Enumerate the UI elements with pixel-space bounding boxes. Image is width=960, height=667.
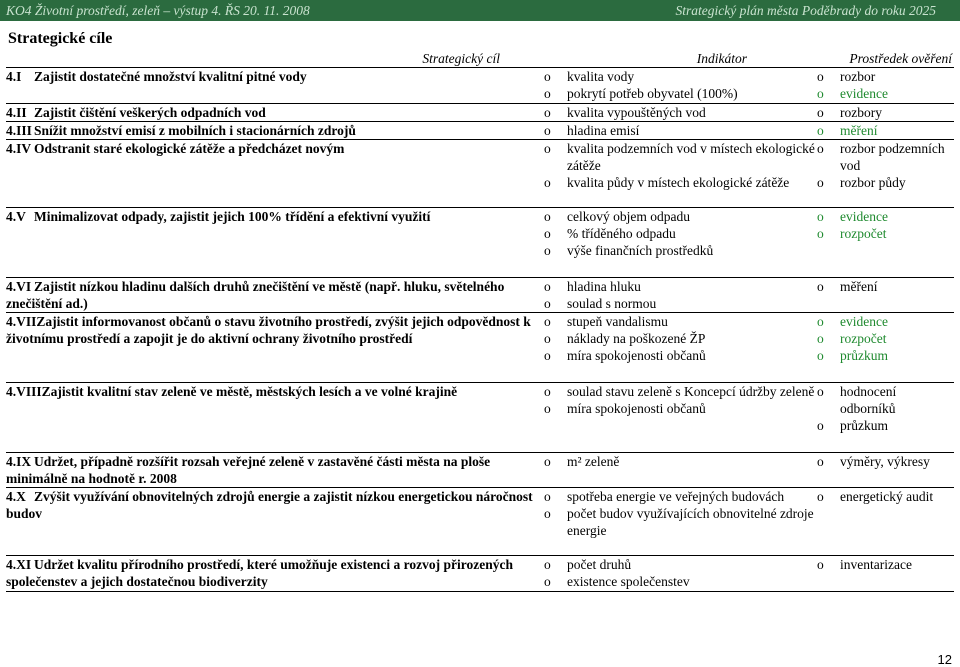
verification-item: o evidence	[815, 313, 954, 330]
goal-number: 4.VI	[6, 279, 32, 294]
table-row	[6, 488, 954, 556]
verification-list	[815, 488, 954, 505]
verification-item: o rozpočet	[815, 330, 954, 347]
indicator-item: o míra spokojenosti občanů	[540, 400, 815, 417]
verification-list	[815, 383, 954, 434]
goal-text: Zvýšit využívání obnovitelných zdrojů energie a zajistit nízkou energetickou náročnost budov	[6, 489, 533, 521]
indicator-cell	[540, 122, 815, 140]
indicator-cell	[540, 488, 815, 556]
goal-text: Odstranit staré ekologické zátěže a předcházet novým	[34, 141, 345, 156]
goal-number: 4.IV	[6, 141, 32, 156]
column-header-indicator: Indikátor	[540, 50, 815, 68]
verification-cell	[815, 556, 954, 592]
indicator-item: o m² zeleně	[540, 453, 815, 470]
goal-number: 4.I	[6, 69, 22, 84]
goal-number: 4.II	[6, 105, 27, 120]
goal-cell	[6, 556, 540, 592]
verification-cell	[815, 68, 954, 104]
indicator-list	[540, 208, 815, 259]
indicator-item: o existence společenstev	[540, 573, 815, 590]
goal-cell	[6, 488, 540, 556]
indicator-item: o celkový objem odpadu	[540, 208, 815, 225]
table-body	[6, 68, 954, 592]
verification-list	[815, 208, 954, 242]
indicator-item: o spotřeba energie ve veřejných budovách	[540, 488, 815, 505]
indicator-item: o kvalita vody	[540, 68, 815, 85]
table-row	[6, 383, 954, 453]
indicator-cell	[540, 278, 815, 313]
section-heading: Strategické cíle	[8, 30, 113, 47]
verification-list	[815, 278, 954, 295]
indicator-cell	[540, 383, 815, 453]
indicator-item: o počet budov využívajících obnovitelné zdroje energie	[540, 505, 815, 539]
verification-item: o energetický audit	[815, 488, 954, 505]
indicator-item: o soulad stavu zeleně s Koncepcí údržby zeleně	[540, 383, 815, 400]
indicator-item: o výše finančních prostředků	[540, 242, 815, 259]
verification-item: o rozbor půdy	[815, 174, 954, 191]
indicator-item: o počet druhů	[540, 556, 815, 573]
verification-item: o rozbory	[815, 104, 954, 121]
indicator-item: o míra spokojenosti občanů	[540, 347, 815, 364]
table-header-row	[6, 50, 954, 68]
table-row	[6, 122, 954, 140]
table-row	[6, 556, 954, 592]
verification-list	[815, 140, 954, 191]
goal-cell	[6, 122, 540, 140]
verification-item: o rozpočet	[815, 225, 954, 242]
goal-number: 4.XI	[6, 557, 32, 572]
table-row	[6, 140, 954, 208]
verification-item: o výměry, výkresy	[815, 453, 954, 470]
verification-cell	[815, 278, 954, 313]
indicator-item: o náklady na poškozené ŽP	[540, 330, 815, 347]
table-row	[6, 313, 954, 383]
indicator-cell	[540, 104, 815, 122]
indicator-cell	[540, 68, 815, 104]
goal-number: 4.VIII	[6, 384, 42, 399]
verification-item: o měření	[815, 122, 954, 139]
indicator-item: o soulad s normou	[540, 295, 815, 312]
indicator-list	[540, 556, 815, 590]
goal-text: Zajistit kvalitní stav zeleně ve městě, městských lesích a ve volné krajině	[41, 384, 458, 399]
verification-list	[815, 453, 954, 470]
verification-item: o rozbor podzemních vod	[815, 140, 954, 174]
indicator-list	[540, 68, 815, 102]
indicator-list	[540, 313, 815, 364]
verification-cell	[815, 453, 954, 488]
table-row	[6, 453, 954, 488]
verification-item: o evidence	[815, 85, 954, 102]
table-row	[6, 208, 954, 278]
indicator-item: o stupeň vandalismu	[540, 313, 815, 330]
goal-number: 4.IX	[6, 454, 32, 469]
verification-cell	[815, 122, 954, 140]
verification-cell	[815, 488, 954, 556]
page-header	[0, 0, 960, 21]
verification-cell	[815, 208, 954, 278]
verification-list	[815, 68, 954, 102]
verification-item: o hodnocení odborníků	[815, 383, 954, 417]
indicator-list	[540, 140, 815, 191]
goal-cell	[6, 104, 540, 122]
indicator-cell	[540, 208, 815, 278]
indicator-list	[540, 488, 815, 539]
goal-text: Minimalizovat odpady, zajistit jejich 100% třídění a efektivní využití	[34, 209, 431, 224]
goal-cell	[6, 453, 540, 488]
indicator-item: o kvalita vypouštěných vod	[540, 104, 815, 121]
verification-cell	[815, 140, 954, 208]
verification-item: o inventarizace	[815, 556, 954, 573]
table-row	[6, 104, 954, 122]
strategic-goals-table	[6, 50, 954, 592]
verification-cell	[815, 313, 954, 383]
indicator-list	[540, 453, 815, 470]
verification-item: o průzkum	[815, 417, 954, 434]
verification-list	[815, 556, 954, 573]
header-left-text: KO4 Životní prostředí, zeleň – výstup 4. ŘS 20. 11. 2008	[6, 3, 310, 18]
indicator-item: o hladina emisí	[540, 122, 815, 139]
indicator-list	[540, 122, 815, 139]
goal-text: Udržet kvalitu přírodního prostředí, které umožňuje existenci a rozvoj přirozených společenstev a jejich dostatečnou biodiverzity	[6, 557, 513, 589]
verification-item: o průzkum	[815, 347, 954, 364]
goal-text: Zajistit dostatečné množství kvalitní pitné vody	[34, 69, 307, 84]
goal-text: Zajistit čištění veškerých odpadních vod	[34, 105, 266, 120]
goal-cell	[6, 313, 540, 383]
goal-text: Snížit množství emisí z mobilních i stacionárních zdrojů	[34, 123, 356, 138]
indicator-item: o kvalita půdy v místech ekologické zátěže	[540, 174, 815, 191]
goal-text: Udržet, případně rozšířit rozsah veřejné zeleně v zastavěné části města na ploše minimálně na hodnotě r. 2008	[6, 454, 491, 486]
goal-cell	[6, 383, 540, 453]
goal-number: 4.III	[6, 123, 32, 138]
indicator-item: o hladina hluku	[540, 278, 815, 295]
verification-item: o evidence	[815, 208, 954, 225]
verification-list	[815, 122, 954, 139]
column-header-goal: Strategický cíl	[6, 50, 540, 68]
goal-cell	[6, 278, 540, 313]
indicator-item: o kvalita podzemních vod v místech ekologické zátěže	[540, 140, 815, 174]
header-right-text: Strategický plán města Poděbrady do roku 2025	[675, 3, 936, 18]
goal-cell	[6, 68, 540, 104]
table-row	[6, 278, 954, 313]
verification-list	[815, 104, 954, 121]
goal-number: 4.X	[6, 489, 26, 504]
verification-cell	[815, 383, 954, 453]
indicator-list	[540, 278, 815, 312]
goal-text: Zajistit nízkou hladinu dalších druhů znečištění ve městě (např. hluku, světelného znečištění ad.)	[6, 279, 505, 311]
goal-cell	[6, 140, 540, 208]
indicator-cell	[540, 140, 815, 208]
indicator-item: o % tříděného odpadu	[540, 225, 815, 242]
goal-cell	[6, 208, 540, 278]
indicator-list	[540, 383, 815, 417]
verification-cell	[815, 104, 954, 122]
verification-item: o rozbor	[815, 68, 954, 85]
page-number: 12	[937, 652, 952, 667]
indicator-cell	[540, 556, 815, 592]
indicator-cell	[540, 453, 815, 488]
verification-list	[815, 313, 954, 364]
table-row	[6, 68, 954, 104]
goal-number: 4.VII	[6, 314, 37, 329]
verification-item: o měření	[815, 278, 954, 295]
column-header-verification: Prostředek ověření	[815, 50, 954, 68]
indicator-item: o pokrytí potřeb obyvatel (100%)	[540, 85, 815, 102]
indicator-cell	[540, 313, 815, 383]
goal-text: Zajistit informovanost občanů o stavu životního prostředí, zvýšit jejich odpovědnost k životnímu prostředí a zapojit je do aktivní ochrany životního prostředí	[6, 314, 531, 346]
indicator-list	[540, 104, 815, 121]
goal-number: 4.V	[6, 209, 26, 224]
